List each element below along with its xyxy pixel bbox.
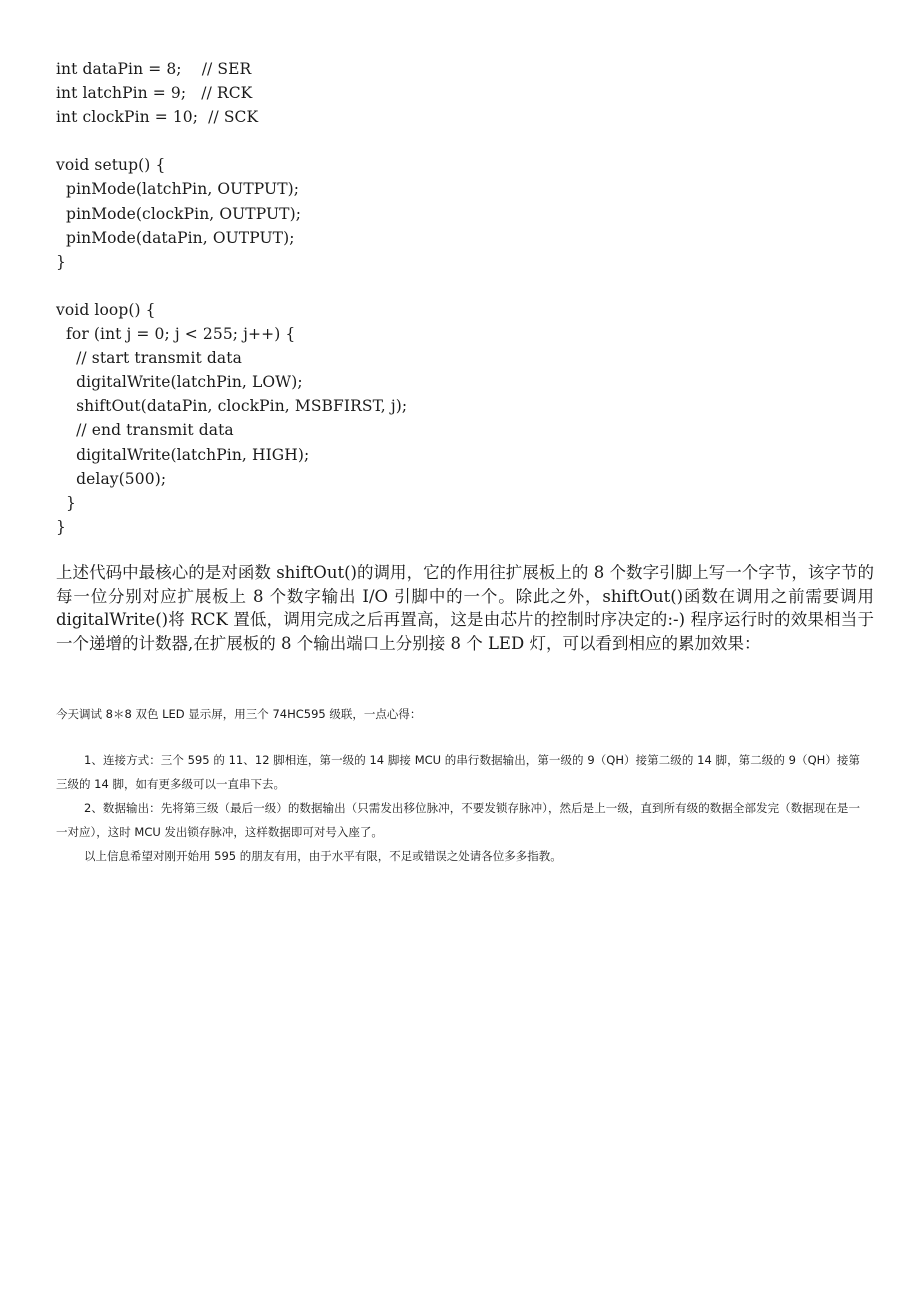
code-line: shiftOut(dataPin, clockPin, MSBFIRST, j); [56,397,408,416]
code-line: pinMode(clockPin, OUTPUT); [56,204,302,223]
code-line: void setup() { [56,156,166,175]
code-line: pinMode(latchPin, OUTPUT); [56,180,300,199]
code-line: delay(500); [56,469,167,488]
code-line [56,274,407,298]
code-line: // end transmit data [56,421,234,440]
code-line: } [56,252,66,271]
code-block [56,57,407,539]
code-line: int latchPin = 9; // RCK [56,84,253,103]
code-line [56,129,407,153]
code-line: void loop() { [56,300,156,319]
note-data-output: 2、数据输出：先将第三级（最后一级）的数据输出（只需发出移位脉冲，不要发锁存脉冲），然后是上一级，直到所有级的数据全部发完（数据现在是一一对应），这时 MCU 发出锁存脉冲，这样数据即可对号入座了。 [56,801,860,839]
code-line: for (int j = 0; j < 255; j++) { [56,325,296,344]
code-line: digitalWrite(latchPin, HIGH); [56,445,310,464]
code-line: // start transmit data [56,349,242,368]
note-connection-method: 1、连接方式：三个 595 的 11、12 脚相连，第一级的 14 脚接 MCU 的串行数据输出，第一级的 9（QH）接第二级的 14 脚，第二级的 9（QH）接第三级的 14 脚，如有更多级可以一直串下去。 [56,753,860,791]
code-line: digitalWrite(latchPin, LOW); [56,373,303,392]
notes-intro: 今天调试 8＊8 双色 LED 显示屏，用三个 74HC595 级联，一点心得： [56,707,422,721]
code-line: int clockPin = 10; // SCK [56,108,259,127]
code-line: pinMode(dataPin, OUTPUT); [56,228,295,247]
code-line: int dataPin = 8; // SER [56,60,252,78]
explanation-paragraph: 上述代码中最核心的是对函数 shiftOut()的调用，它的作用往扩展板上的 8 个数字引脚上写一个字节，该字节的每一位分别对应扩展板上 8 个数字输出 I/O 引脚中的一个。除此之外，shiftOut()函数在调用之前需要调用 digitalWrite()将 RCK 置低，调用完成之后再置高，这是由芯片的控制时序决定的:-) 程序运行时的效果相当于一个递增的计数器,在扩展板的 8 个输出端口上分别接 8 个 LED 灯，可以看到相应的累加效果： [56,563,874,653]
note-closing: 以上信息希望对刚开始用 595 的朋友有用，由于水平有限，不足或错误之处请各位多多指教。 [84,849,562,863]
code-line: } [56,493,77,512]
code-line: } [56,517,66,536]
